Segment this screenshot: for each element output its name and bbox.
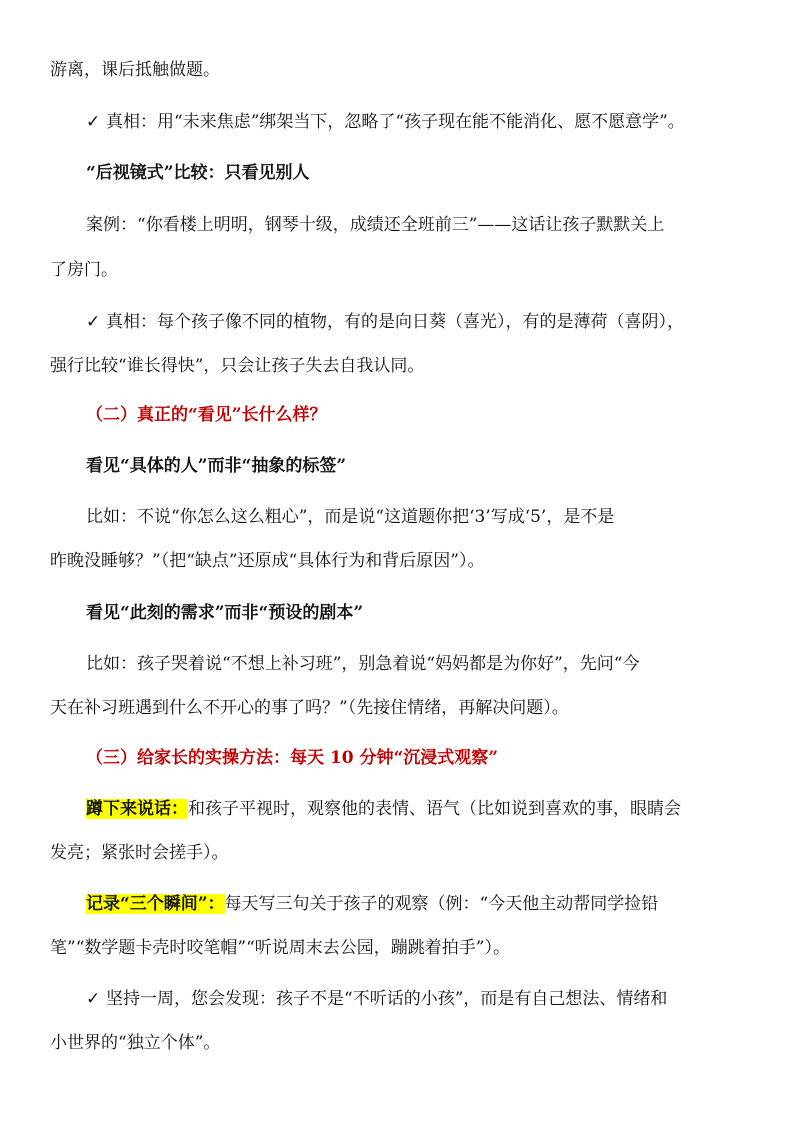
paragraph-line: 强行比较“谁长得快”，只会让孩子失去自我认同。	[50, 356, 425, 376]
section-heading: （三）给家长的实操方法：每天 10 分钟“沉浸式观察”	[86, 748, 499, 768]
paragraph-line: 游离，课后抵触做题。	[50, 60, 220, 80]
truth-paragraph: ✓ 真相：每个孩子像不同的植物，有的是向日葵（喜光），有的是薄荷（喜阴），	[86, 312, 684, 332]
truth-paragraph: ✓ 真相：用“未来焦虑”绑架当下，忽略了“孩子现在能不能消化、愿不愿意学”。	[86, 112, 685, 132]
check-icon: ✓	[86, 312, 101, 332]
method-paragraph: 记录“三个瞬间”：每天写三句关于孩子的观察（例：“今天他主动帮同学捡铅	[86, 894, 659, 914]
highlighted-label: 蹲下来说话：	[86, 799, 188, 819]
conclusion-paragraph: ✓ 坚持一周，您会发现：孩子不是“不听话的小孩”，而是有自己想法、情绪和	[86, 989, 668, 1009]
method-paragraph: 蹲下来说话：和孩子平视时，观察他的表情、语气（比如说到喜欢的事，眼睛会	[86, 799, 681, 819]
case-paragraph: 案例：“你看楼上明明，钢琴十级，成绩还全班前三”——这话让孩子默默关上	[86, 215, 665, 235]
paragraph-line: 了房门。	[50, 260, 118, 280]
example-paragraph: 比如：不说“你怎么这么粗心”，而是说“这道题你把‘3’写成‘5’，是不是	[86, 507, 615, 527]
check-icon: ✓	[86, 989, 101, 1009]
subheading: 看见“此刻的需求”而非“预设的剧本”	[86, 603, 364, 623]
paragraph-line: 天在补习班遇到什么不开心的事了吗？”（先接住情绪，再解决问题）。	[50, 698, 569, 718]
paragraph-line: 发亮；紧张时会搓手）。	[50, 843, 229, 863]
subheading: “后视镜式”比较：只看见别人	[86, 163, 310, 183]
example-paragraph: 比如：孩子哭着说“不想上补习班”，别急着说“妈妈都是为你好”，先问“今	[86, 654, 640, 674]
subheading: 看见“具体的人”而非“抽象的标签”	[86, 456, 347, 476]
paragraph-line: 笔”“数学题卡壳时咬笔帽”“听说周末去公园，蹦跳着拍手”）。	[50, 938, 510, 958]
check-icon: ✓	[86, 112, 101, 132]
paragraph-line: 昨晚没睡够？”（把“缺点”还原成“具体行为和背后原因”）。	[50, 551, 485, 571]
section-heading: （二）真正的“看见”长什么样？	[86, 405, 327, 425]
paragraph-line: 小世界的“独立个体”。	[50, 1033, 221, 1053]
highlighted-label: 记录“三个瞬间”：	[86, 894, 225, 914]
